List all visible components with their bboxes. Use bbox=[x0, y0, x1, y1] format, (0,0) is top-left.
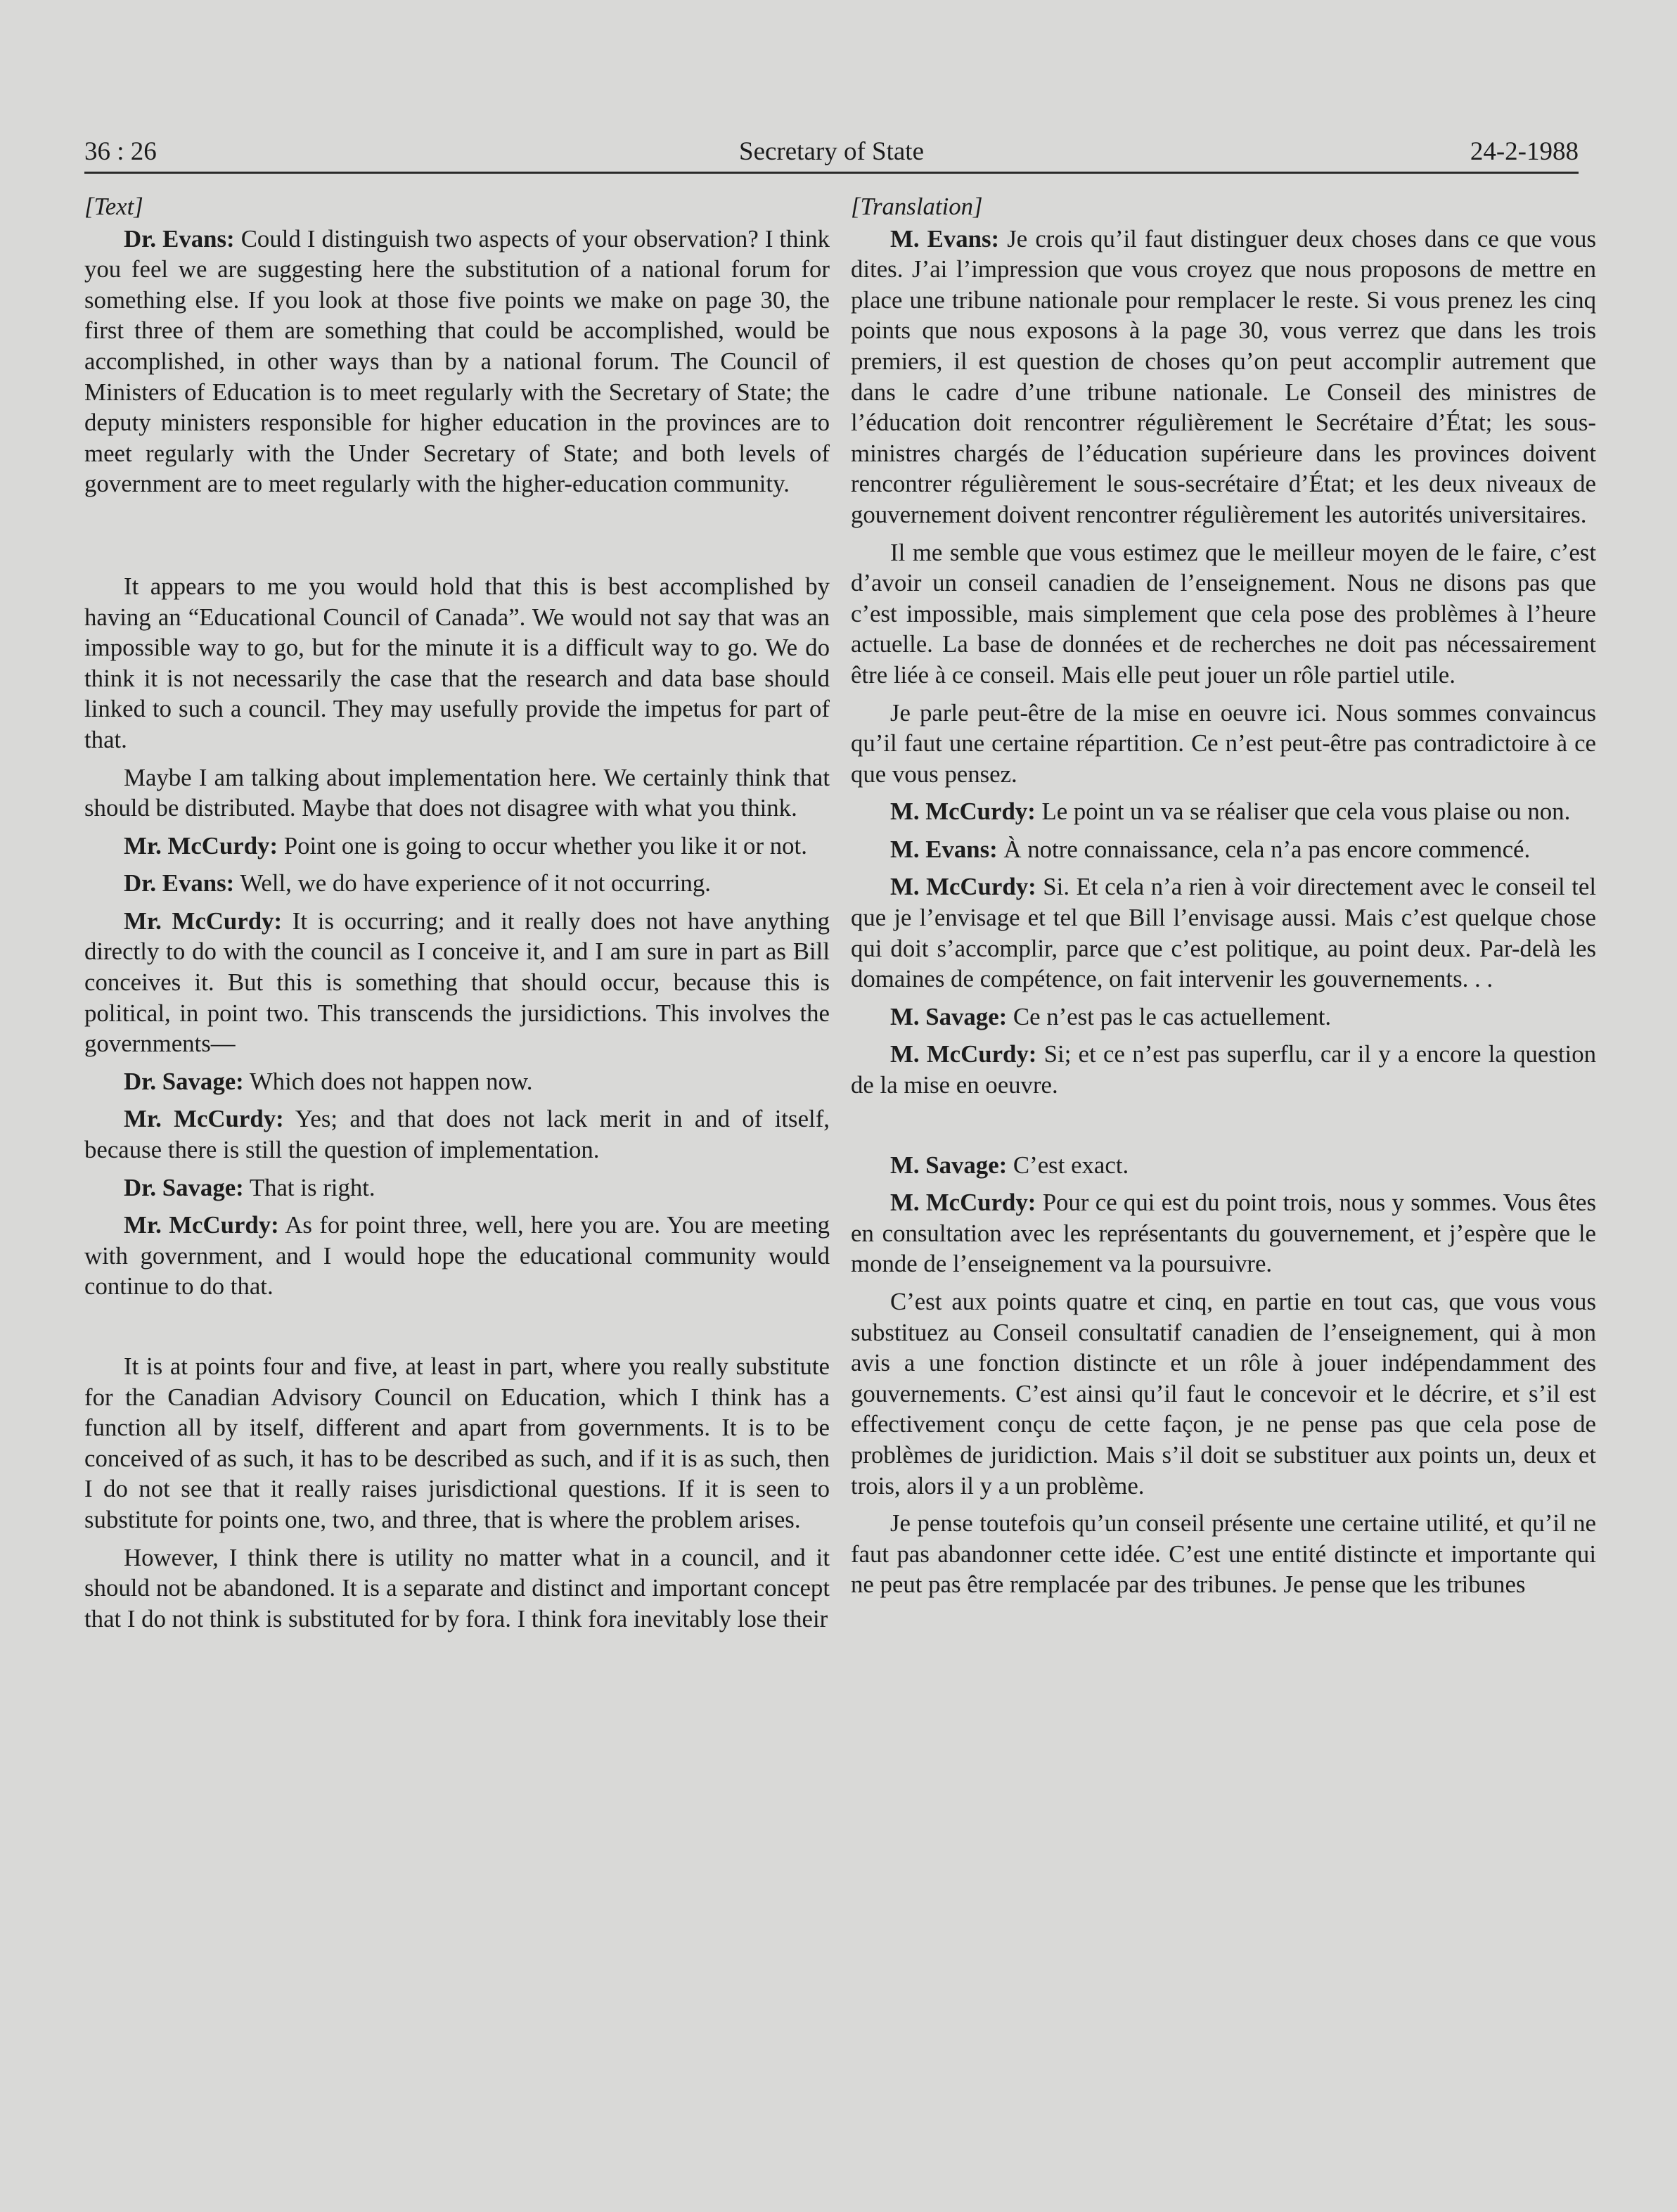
page-header bbox=[84, 131, 1579, 173]
paragraph bbox=[851, 224, 1596, 530]
paragraph bbox=[84, 1210, 830, 1302]
speech: Yes; and that does not lack merit in and of itself, because there is still the question of implementation. bbox=[84, 1105, 830, 1164]
paragraph bbox=[851, 1187, 1596, 1279]
language-label: [Translation] bbox=[851, 193, 983, 220]
speech: Ce n’est pas le cas actuellement. bbox=[1007, 1002, 1332, 1030]
speaker: M. McCurdy: bbox=[890, 798, 1036, 826]
paragraph bbox=[84, 1066, 830, 1097]
paragraph bbox=[851, 1039, 1596, 1100]
speech: Si. Et cela n’a rien à voir directement avec le conseil tel que je l’envisage et tel que Bill l’envisage aussi. Mais c’est quelque chose qui doit s’accomplir, parce que c’est politique, au point deux. Par-delà les domaines de compétence, on fait intervenir les gouvernements. . . bbox=[851, 873, 1596, 993]
spacer bbox=[84, 1309, 830, 1351]
speaker: Mr. McCurdy: bbox=[124, 1211, 279, 1239]
paragraph: It appears to me you would hold that this is best accomplished by having an “Educational Council of Canada”. We would not say that was an impossible way to go, but for the minute it is a difficult way to go. We do think it is not necessarily the case that the research and data base should linked to such a council. They may usefully provide the impetus for part of that. bbox=[84, 572, 830, 753]
paragraph: Il me semble que vous estimez que le meilleur moyen de le faire, c’est d’avoir un conseil canadien de l’enseignement. Nous ne disons pas que c’est impossible, mais simplement que cela pose des problèmes à l’heure actuelle. La base de données et de recherches ne doit pas nécessairement être liée à ce conseil. Mais elle peut jouer un rôle partiel utile. bbox=[851, 538, 1596, 689]
paragraph: Je pense toutefois qu’un conseil présente une certaine utilité, et qu’il ne faut pas abandonner cette idée. C’est une entité distincte et importante qui ne peut pas être remplacée par des tribunes. Je pense que les tribunes bbox=[851, 1509, 1596, 1599]
paragraph bbox=[851, 1002, 1596, 1033]
speech: Point one is going to occur whether you like it or not. bbox=[278, 831, 807, 859]
speech: Je crois qu’il faut distinguer deux choses dans ce que vous dites. J’ai l’impression que vous croyez que nous proposons de mettre en place une tribune nationale pour remplacer le reste. Si vous prenez les cinq points que nous exposons à la page 30, vous verrez que dans les trois premiers, il est question de choses qu’on peut accomplir autrement que dans le cadre d’une tribune nationale. Le Conseil des ministres de l’éducation doit rencontrer régulièrement le Secrétaire d’État; les sous-ministres chargés de l’éducation supérieure dans les provinces doivent rencontrer régulièrement le sous-secrétaire d’État; et les deux niveaux de gouvernement doivent rencontrer régulièrement les autorités universitaires. bbox=[851, 224, 1596, 528]
speech: Which does not happen now. bbox=[243, 1067, 533, 1095]
speaker: M. McCurdy: bbox=[890, 1040, 1037, 1068]
paragraph bbox=[84, 224, 830, 499]
language-label: [Text] bbox=[84, 193, 143, 220]
paragraph bbox=[84, 831, 830, 862]
speaker: M. Savage: bbox=[890, 1002, 1008, 1030]
header-rule bbox=[84, 172, 1579, 174]
speaker: M. Evans: bbox=[890, 224, 1000, 252]
speaker: M. Evans: bbox=[890, 835, 998, 863]
speaker: Dr. Savage: bbox=[124, 1067, 244, 1095]
speech: Le point un va se réaliser que cela vous plaise ou non. bbox=[1035, 798, 1571, 826]
speaker: Mr. McCurdy: bbox=[124, 1105, 284, 1133]
speech: Si; et ce n’est pas superflu, car il y a encore la question de la mise en oeuvre. bbox=[851, 1040, 1596, 1099]
speaker: M. Savage: bbox=[890, 1151, 1008, 1179]
paragraph: However, I think there is utility no matter what in a council, and it should not be abandoned. It is a separate and distinct and important concept that I do not think is substituted for by fora. I think fora inevitably lose their bbox=[84, 1543, 830, 1632]
speaker: Dr. Evans: bbox=[124, 224, 235, 252]
speech: Could I distinguish two aspects of your observation? I think you feel we are suggesting here the substitution of a national forum for something else. If you look at those five points we make on page 30, the first three of them are something that could be accomplished, would be accomplished, in other ways than by a national forum. The Council of Ministers of Education is to meet regularly with the Secretary of State; the deputy ministers responsible for higher education in the provinces are to meet regularly with the Under Secretary of State; and both levels of government are to meet regularly with the higher-education community. bbox=[84, 224, 830, 498]
speaker: Dr. Savage: bbox=[124, 1173, 244, 1201]
english-column bbox=[84, 191, 830, 1641]
paragraph bbox=[851, 871, 1596, 994]
page-number: 36 : 26 bbox=[84, 137, 157, 166]
speech: That is right. bbox=[243, 1173, 375, 1201]
speaker: Mr. McCurdy: bbox=[124, 907, 283, 935]
speaker: Mr. McCurdy: bbox=[124, 831, 278, 859]
speech: À notre connaissance, cela n’a pas encore commencé. bbox=[997, 835, 1531, 863]
paragraph: Je parle peut-être de la mise en oeuvre ici. Nous sommes convaincus qu’il faut une certaine répartition. Ce n’est peut-être pas contradictoire à ce que vous pensez. bbox=[851, 698, 1596, 788]
page-date: 24-2-1988 bbox=[1470, 137, 1579, 166]
speech: C’est exact. bbox=[1007, 1151, 1129, 1179]
page-title: Secretary of State bbox=[739, 137, 924, 166]
speech: It is occurring; and it really does not have anything directly to do with the council as I conceive it, and I am sure in part as Bill conceives it. But this is something that should occur, because this is political, in point two. This transcends the jursidictions. This involves the governments— bbox=[84, 907, 830, 1058]
paragraph bbox=[84, 1104, 830, 1165]
paragraph bbox=[84, 868, 830, 899]
french-column bbox=[851, 191, 1596, 1607]
paragraph: C’est aux points quatre et cinq, en partie en tout cas, que vous vous substituez au Conseil consultatif canadien de l’enseignement, qui à mon avis a une fonction distincte et un rôle à jouer indépendamment des gouvernements. C’est ainsi qu’il faut le concevoir et le décrire, et s’il est effectivement conçu de cette façon, je ne pense pas que cela pose de problèmes de juridiction. Mais s’il doit se substituer aux points un, deux et trois, alors il y a un problème. bbox=[851, 1288, 1596, 1500]
speaker: M. McCurdy: bbox=[890, 873, 1036, 901]
paragraph: Maybe I am talking about implementation here. We certainly think that should be distributed. Maybe that does not disagree with what you think. bbox=[84, 763, 830, 822]
paragraph bbox=[851, 796, 1596, 827]
speech: Pour ce qui est du point trois, nous y sommes. Vous êtes en consultation avec les représentants du gouvernement, et j’espère que le monde de l’enseignement va la poursuivre. bbox=[851, 1189, 1597, 1278]
paragraph bbox=[84, 1172, 830, 1203]
paragraph: It is at points four and five, at least in part, where you really substitute for the Canadian Advisory Council on Education, which I think has a function all by itself, different and apart from governments. It is to be conceived of as such, it has to be described as such, and if it is as such, then I do not see that it really raises jurisdictional questions. If it is seen to substitute for points one, two, and three, that is where the problem arises. bbox=[84, 1353, 830, 1533]
paragraph bbox=[84, 906, 830, 1059]
paragraph bbox=[851, 1150, 1596, 1181]
speaker: Dr. Evans: bbox=[124, 869, 235, 897]
spacer bbox=[851, 1108, 1596, 1150]
speech: As for point three, well, here you are. You are meeting with government, and I would hope the educational community would continue to do that. bbox=[84, 1211, 830, 1300]
speaker: M. McCurdy: bbox=[890, 1189, 1036, 1217]
paragraph bbox=[851, 834, 1596, 865]
spacer bbox=[84, 506, 830, 571]
speech: Well, we do have experience of it not occurring. bbox=[234, 869, 712, 897]
